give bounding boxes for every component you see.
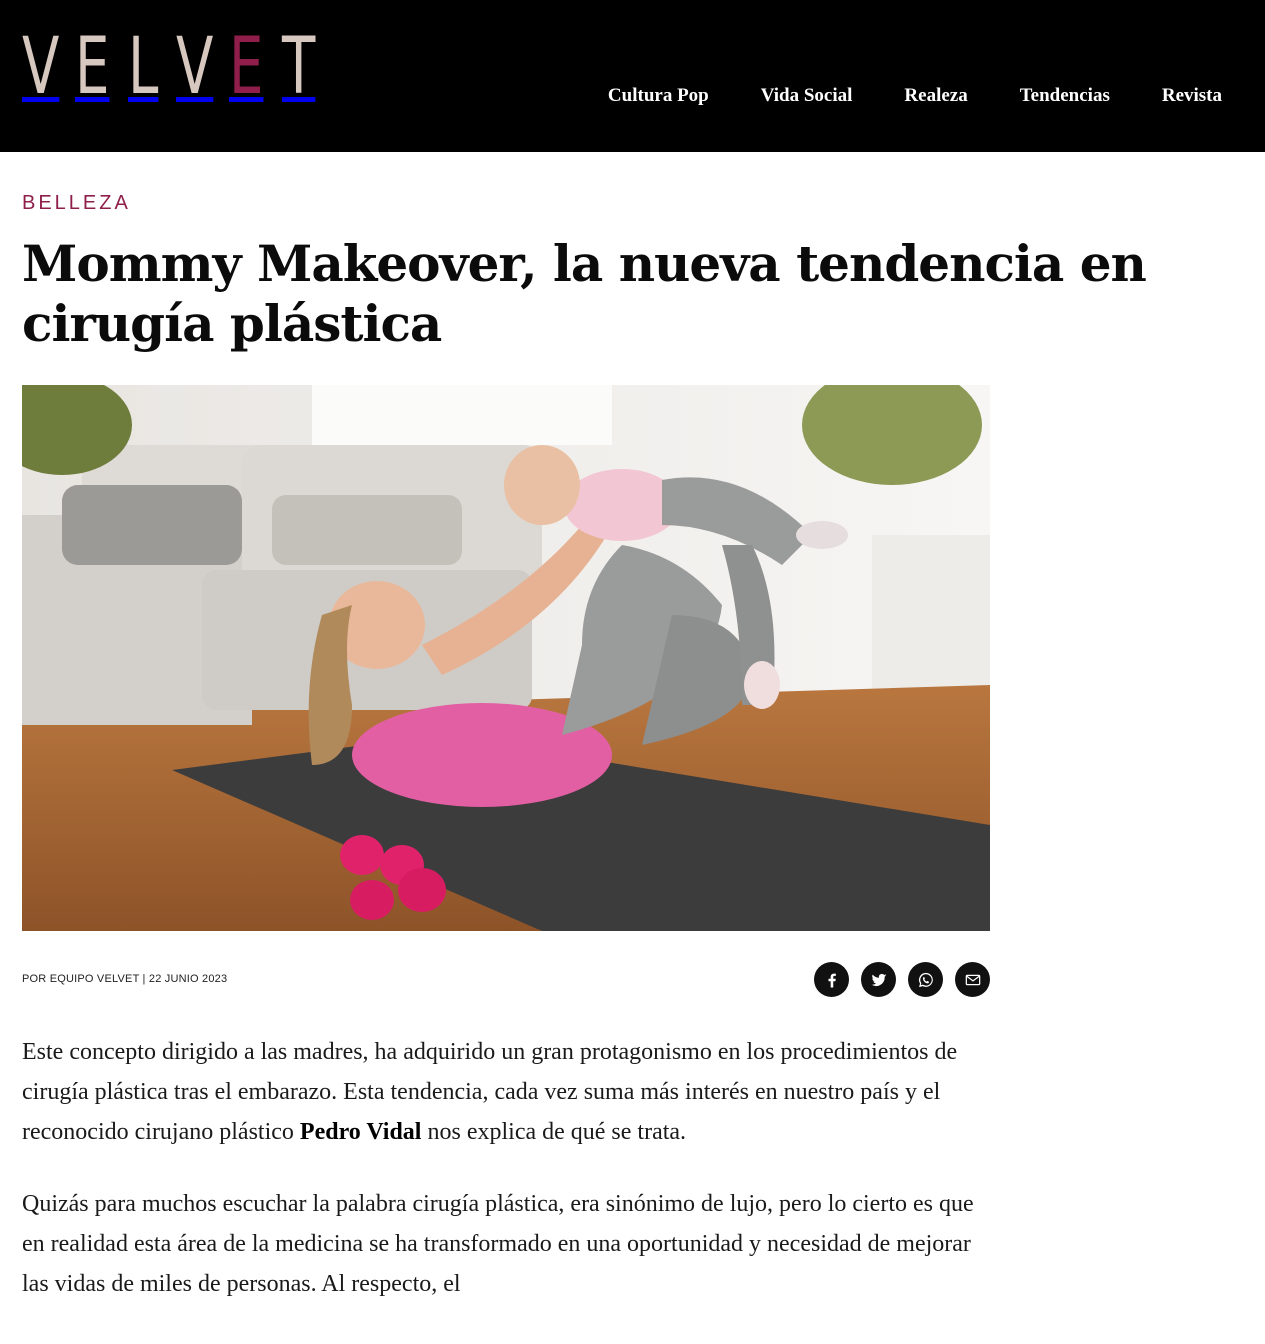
- velvet-logo[interactable]: [22, 32, 332, 102]
- logo-letter: V: [176, 32, 214, 102]
- logo-letter: L: [128, 32, 159, 102]
- logo-letter: T: [282, 32, 316, 102]
- logo-letters: [22, 32, 332, 102]
- share-whatsapp-button[interactable]: [908, 962, 943, 997]
- share-buttons: [814, 962, 990, 997]
- main-navigation: [608, 84, 1222, 108]
- logo-letter-accent: E: [229, 32, 264, 102]
- site-header: [0, 0, 1265, 152]
- twitter-icon: [869, 970, 889, 990]
- article-paragraph: [22, 1032, 990, 1152]
- paragraph-text: nos explica de qué se trata.: [421, 1119, 687, 1145]
- nav-item-realeza[interactable]: Realeza: [904, 85, 968, 106]
- logo-letter: V: [22, 32, 60, 102]
- hero-illustration: [22, 385, 990, 931]
- whatsapp-icon: [916, 970, 936, 990]
- share-facebook-button[interactable]: [814, 962, 849, 997]
- share-twitter-button[interactable]: [861, 962, 896, 997]
- hero-image: [22, 385, 990, 931]
- facebook-icon: [822, 970, 842, 990]
- article-category[interactable]: BELLEZA: [22, 192, 131, 214]
- email-icon: [963, 970, 983, 990]
- article-byline: POR EQUIPO VELVET | 22 JUNIO 2023: [22, 973, 228, 985]
- article-title: Mommy Makeover, la nueva tendencia en cirugía plástica: [22, 234, 1146, 353]
- nav-item-cultura-pop[interactable]: Cultura Pop: [607, 85, 709, 106]
- surgeon-name: Pedro Vidal: [299, 1119, 422, 1145]
- nav-item-tendencias[interactable]: Tendencias: [1019, 85, 1110, 106]
- paragraph-text: Este concepto dirigido a las madres, ha adquirido un gran protagonismo en los procedimientos de cirugía plástica tras el embarazo. Esta tendencia, cada vez suma más interés en nuestro país y el reconocido cirujano plástico: [22, 1039, 958, 1145]
- article-body: [22, 1032, 990, 1336]
- nav-item-revista[interactable]: Revista: [1161, 85, 1222, 106]
- article-paragraph: Quizás para muchos escuchar la palabra cirugía plástica, era sinónimo de lujo, pero lo cierto es que en realidad esta área de la medicina se ha transformado en una oportunidad y necesidad de mejorar las vidas de miles de personas. Al respecto, el: [22, 1191, 974, 1297]
- share-email-button[interactable]: [955, 962, 990, 997]
- logo-letter: E: [75, 32, 110, 102]
- nav-item-vida-social[interactable]: Vida Social: [760, 85, 853, 106]
